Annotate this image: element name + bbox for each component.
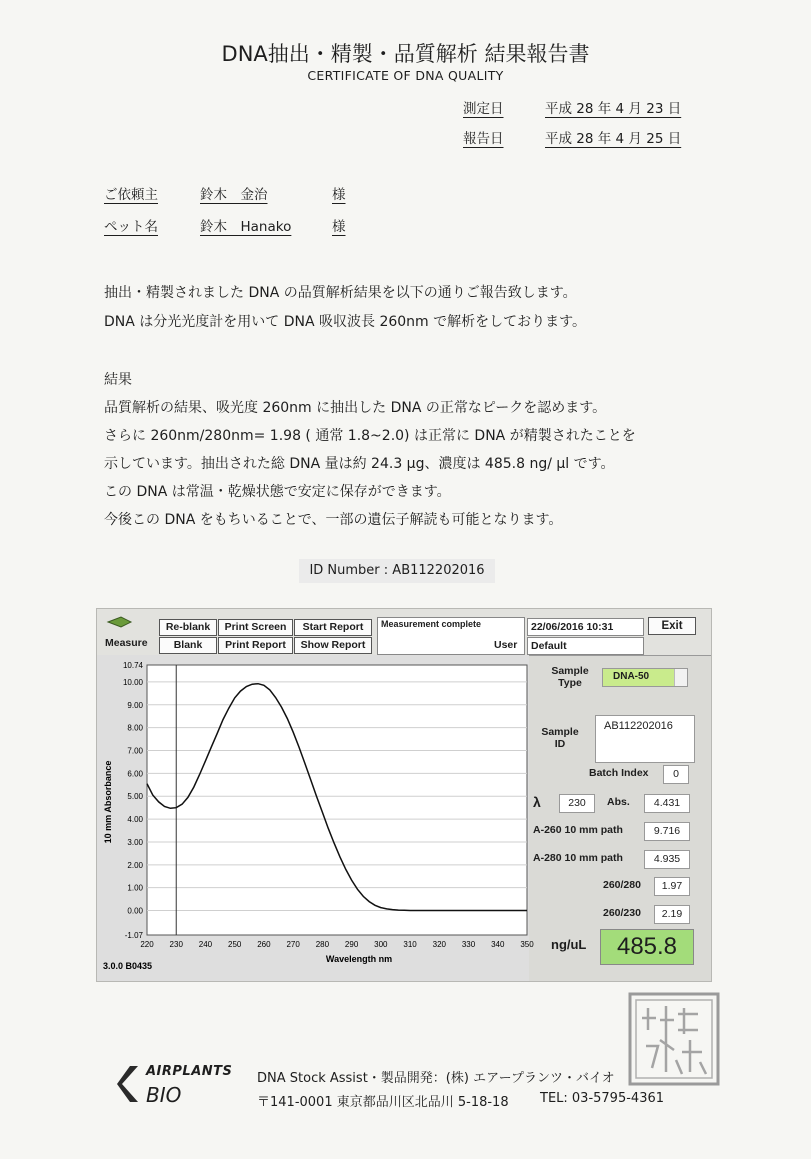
- concentration-value: 485.8: [600, 929, 694, 965]
- spectrophotometer-screen: [96, 608, 712, 982]
- a260-field: 9.716: [644, 822, 690, 841]
- report-date-label: 報告日: [463, 131, 504, 147]
- ngul-label: ng/uL: [551, 937, 587, 952]
- exit-button[interactable]: Exit: [648, 617, 696, 635]
- page-subtitle: CERTIFICATE OF DNA QUALITY: [307, 68, 504, 83]
- x-tick-label: 350: [520, 940, 534, 949]
- batch-index-label: Batch Index: [589, 767, 649, 779]
- y-tick-label: 2.00: [127, 860, 143, 870]
- x-tick-label: 250: [228, 940, 242, 949]
- version-label: 3.0.0 B0435: [103, 961, 153, 971]
- results-line: この DNA は常温・乾燥状態で安定に保存ができます。: [104, 484, 451, 500]
- a280-field: 4.935: [644, 850, 690, 869]
- pet-label: ペット名: [104, 219, 158, 235]
- x-tick-label: 260: [257, 940, 271, 949]
- results-line: 品質解析の結果、吸光度 260nm に抽出した DNA の正常なピークを認めます。: [104, 400, 607, 416]
- y-tick-label: 0.00: [127, 906, 143, 916]
- start-report-button[interactable]: Start Report: [294, 619, 372, 636]
- x-tick-label: 310: [403, 940, 417, 949]
- sample-id-label-2: ID: [554, 738, 566, 750]
- ratio-260-230-field: 2.19: [654, 905, 690, 924]
- y-tick-label: 6.00: [127, 769, 143, 779]
- results-heading: 結果: [104, 372, 132, 388]
- y-tick-label: 7.00: [127, 746, 143, 756]
- client-honorific: 様: [332, 187, 346, 203]
- y-tick-label: 5.00: [127, 792, 143, 802]
- intro-line: 抽出・精製されました DNA の品質解析結果を以下の通りご報告致します。: [104, 285, 577, 301]
- batch-index-field[interactable]: 0: [663, 765, 689, 784]
- results-line: 示しています。抽出された総 DNA 量は約 24.3 μg、濃度は 485.8 ng/ μl です。: [104, 456, 615, 472]
- y-tick-label: 9.00: [127, 700, 143, 710]
- abs-label: Abs.: [607, 796, 630, 808]
- intro-line: DNA は分光光度計を用いて DNA 吸収波長 260nm で解析をしております。: [104, 314, 587, 330]
- sample-id-field[interactable]: AB112202016: [595, 715, 695, 763]
- y-tick-label: 4.00: [127, 815, 143, 825]
- lambda-field[interactable]: 230: [559, 794, 595, 813]
- measure-date: 平成 28 年 4 月 23 日: [545, 101, 682, 117]
- sample-type-select[interactable]: [602, 668, 688, 687]
- a280-label: A-280 10 mm path: [533, 852, 623, 864]
- y-tick-label: 10.00: [122, 677, 143, 687]
- x-tick-label: 320: [432, 940, 446, 949]
- x-tick-label: 280: [315, 940, 330, 949]
- plot-area: [147, 665, 527, 935]
- x-tick-label: 340: [491, 940, 505, 949]
- id-number: ID Number : AB112202016: [299, 559, 495, 583]
- blank-button[interactable]: Blank: [159, 637, 217, 654]
- x-axis-label: Wavelength nm: [325, 954, 393, 964]
- sample-id-label: [535, 726, 585, 750]
- footer-company: DNA Stock Assist・製品開発：(株) エアープランツ・バイオ: [257, 1071, 615, 1086]
- sample-type-label: [547, 665, 593, 689]
- y-axis-label: 10 mm Absorbance: [103, 760, 113, 844]
- x-tick-label: 270: [286, 940, 300, 949]
- y-tick-label: 10.74: [122, 661, 143, 670]
- show-report-button[interactable]: Show Report: [294, 637, 372, 654]
- pet-honorific: 様: [332, 219, 346, 235]
- results-line: さらに 260nm/280nm= 1.98 ( 通常 1.8~2.0) は正常に DNA が精製されたことを: [104, 428, 636, 444]
- y-tick-label: 3.00: [127, 837, 143, 847]
- results-line: 今後この DNA をもちいることで、一部の遺伝子解読も可能となります。: [104, 512, 563, 528]
- sample-type-value: DNA-50: [613, 671, 650, 682]
- x-tick-label: 220: [140, 940, 154, 949]
- status-text: Measurement complete: [381, 619, 482, 629]
- company-seal: [626, 990, 722, 1088]
- x-tick-label: 290: [344, 940, 359, 949]
- client-label: ご依頼主: [104, 187, 158, 203]
- x-tick-label: 330: [461, 940, 476, 949]
- brand-sub: BIO: [146, 1083, 182, 1107]
- lambda-symbol: λ: [533, 794, 541, 810]
- print-report-button[interactable]: Print Report: [218, 637, 293, 654]
- airplants-logo-icon: [116, 1064, 142, 1104]
- ratio-260-280-label: 260/280: [603, 879, 641, 891]
- measure-button[interactable]: Measure: [105, 637, 148, 649]
- sample-id-label-1: Sample: [541, 726, 579, 738]
- measure-date-label: 測定日: [463, 101, 504, 117]
- x-tick-label: 240: [198, 940, 213, 949]
- footer-tel: TEL: 03-5795-4361: [540, 1091, 665, 1106]
- pet-name: 鈴木 Hanako: [200, 219, 292, 235]
- sample-type-label-1: Sample: [551, 665, 589, 677]
- measure-icon[interactable]: [107, 615, 133, 629]
- a260-label: A-260 10 mm path: [533, 824, 623, 836]
- brand-name: AIRPLANTS: [146, 1064, 233, 1079]
- report-date: 平成 28 年 4 月 25 日: [545, 131, 682, 147]
- y-tick-label: 8.00: [127, 723, 143, 733]
- client-name: 鈴木 金治: [200, 187, 268, 203]
- print-screen-button[interactable]: Print Screen: [218, 619, 293, 636]
- x-tick-label: 300: [374, 940, 388, 949]
- user-value: Default: [527, 637, 644, 655]
- y-tick-label: -1.07: [124, 931, 143, 940]
- y-tick-label: 1.00: [127, 883, 143, 893]
- ratio-260-280-field: 1.97: [654, 877, 690, 896]
- page-title: DNA抽出・精製・品質解析 結果報告書: [221, 42, 590, 66]
- reblank-button[interactable]: Re-blank: [159, 619, 217, 636]
- dropdown-arrow-icon[interactable]: [674, 669, 687, 686]
- x-tick-label: 230: [169, 940, 183, 949]
- user-label: User: [494, 639, 518, 651]
- absorbance-chart: [97, 655, 534, 981]
- ratio-260-230-label: 260/230: [603, 907, 641, 919]
- abs-field: 4.431: [644, 794, 690, 813]
- sample-type-label-2: Type: [558, 677, 582, 689]
- datetime: 22/06/2016 10:31: [527, 618, 644, 636]
- footer-address: 〒141-0001 東京都品川区北品川 5-18-18: [257, 1095, 509, 1110]
